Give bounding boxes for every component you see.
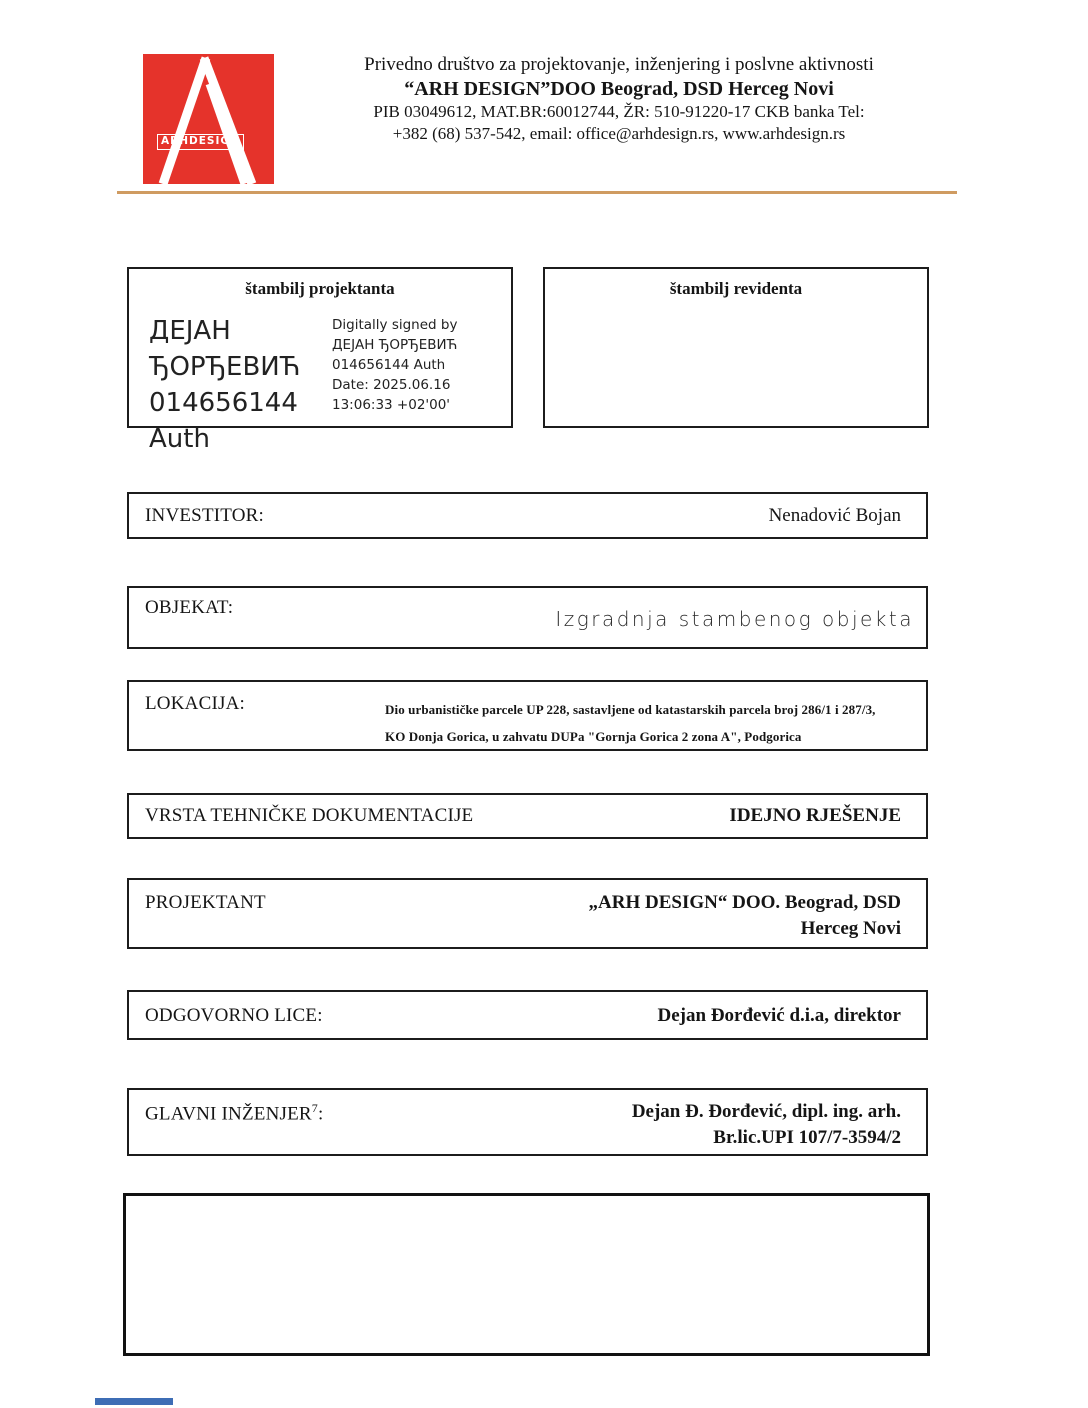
company-registration: PIB 03049612, MAT.BR:60012744, ŽR: 510-91220-17 CKB banka Tel:: [373, 102, 865, 121]
field-vrsta-dokumentacije: [127, 793, 928, 839]
digital-signature-details: [332, 315, 497, 415]
odgovorno-lice-label: ODGOVORNO LICE:: [145, 1005, 323, 1026]
signature-name-line: ДЕЈАН: [149, 316, 231, 346]
company-description: Privedno društvo za projektovanje, inženjering i poslvne aktivnosti: [364, 54, 874, 75]
field-projektant: [127, 878, 928, 949]
digital-signature-name: [149, 313, 339, 457]
glavni-inzenjer-label: [145, 1101, 323, 1125]
lokacija-value-line2: KO Donja Gorica, u zahvatu DUPa "Gornja Gorica 2 zona A", Podgorica: [385, 729, 802, 744]
header-divider: [117, 191, 957, 194]
lokacija-label: LOKACIJA:: [145, 693, 245, 714]
projektant-label: PROJEKTANT: [145, 892, 266, 913]
stamp-box-revident: [543, 267, 929, 428]
glavni-inzenjer-value-line2: Br.lic.UPI 107/7-3594/2: [713, 1127, 901, 1148]
investitor-value: Nenadović Bojan: [768, 505, 901, 526]
lokacija-value-line1: Dio urbanističke parcele UP 228, sastavljene od katastarskih parcela broj 286/1 i 287/3,: [385, 702, 876, 717]
arhdesign-logo: [143, 54, 274, 184]
signature-name-line: 014656144 Auth: [149, 388, 298, 454]
glavni-inzenjer-label-colon: :: [317, 1103, 324, 1125]
signature-detail-line: ДЕЈАН ЂОРЂЕВИЋ: [332, 337, 458, 353]
projektant-value-line1: „ARH DESIGN“ DOO. Beograd, DSD: [588, 892, 901, 913]
footer-blue-marker: [95, 1398, 173, 1405]
signature-detail-line: Digitally signed by: [332, 317, 458, 333]
objekat-value: Izgradnja stambenog objekta: [555, 607, 914, 631]
company-name: “ARH DESIGN”DOO Beograd, DSD Herceg Novi: [404, 78, 834, 100]
vrsta-label: VRSTA TEHNIČKE DOKUMENTACIJE: [145, 805, 474, 826]
lokacija-value: [385, 696, 920, 750]
investitor-label: INVESTITOR:: [145, 505, 265, 526]
stamp-box-projektant: [127, 267, 513, 454]
projektant-value-line2: Herceg Novi: [800, 918, 901, 939]
signature-detail-line: 014656144 Auth: [332, 357, 446, 373]
field-investitor: [127, 492, 928, 539]
logo-graphic: [143, 54, 274, 184]
empty-notes-box: [123, 1193, 930, 1356]
glavni-inzenjer-value-line1: Dejan Đ. Đorđević, dipl. ing. arh.: [631, 1101, 901, 1122]
vrsta-value: IDEJNO RJEŠENJE: [729, 805, 901, 826]
logo-wordmark: ARHDESIGN: [157, 134, 244, 150]
company-contact: +382 (68) 537-542, email: office@arhdesign.rs, www.arhdesign.rs: [392, 124, 846, 143]
field-objekat: [127, 586, 928, 649]
company-header: [280, 53, 958, 145]
field-glavni-inzenjer: [127, 1088, 928, 1156]
projektant-value: [589, 890, 901, 942]
glavni-inzenjer-value: [632, 1099, 901, 1151]
stamp-projektant-title: štambilj projektanta: [245, 279, 395, 298]
signature-detail-line: 13:06:33 +02'00': [332, 397, 451, 413]
glavni-inzenjer-label-text: GLAVNI INŽENJER: [145, 1103, 312, 1125]
signature-name-line: ЂОРЂЕВИЋ: [149, 352, 301, 382]
glavni-inzenjer-footnote: 7: [311, 1101, 318, 1115]
signature-detail-line: Date: 2025.06.16: [332, 377, 451, 393]
field-odgovorno-lice: [127, 990, 928, 1040]
odgovorno-lice-value: Dejan Đorđević d.i.a, direktor: [657, 1005, 901, 1026]
stamp-revident-title: štambilj revidenta: [669, 279, 803, 298]
objekat-label: OBJEKAT:: [145, 597, 234, 618]
field-lokacija: [127, 680, 928, 751]
